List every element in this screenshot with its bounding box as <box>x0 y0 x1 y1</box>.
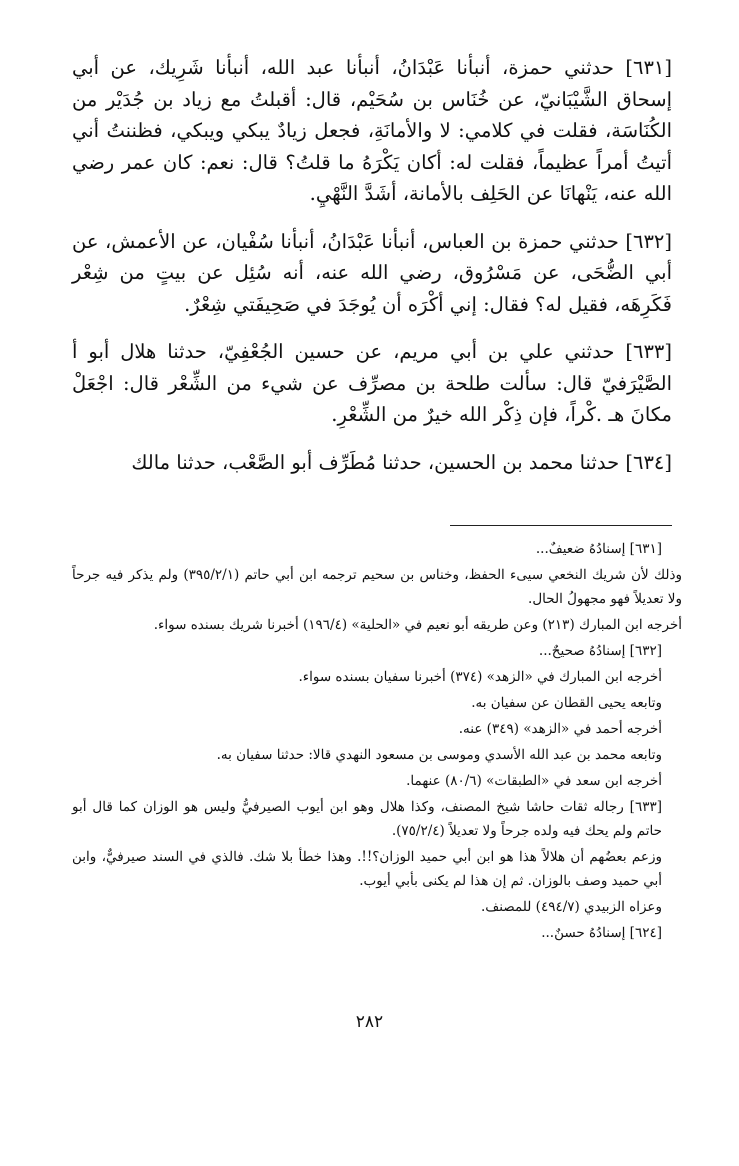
footnote-line: [٦٣٢] إسنادُهُ صحيحٌ... <box>538 643 662 659</box>
footnote-line: أخرجه ابن سعد في «الطبقات» (٨٠/٦) عنهما. <box>406 773 662 789</box>
footnote-line: وعزاه الزبيدي (٤٩٤/٧) للمصنف. <box>480 899 662 915</box>
hadith-632: [٦٣٢] حدثني حمزة بن العباس، أنبأنا عَبْدَانُ، أنبأنا سُفْيان، عن الأعمش، عن أبي الضُّحَى، عن مَسْرُوق، رضي الله عنه، أنه سُئِل عن بيتٍ من شِعْر فَكَرِهَه، فقيل له؟ فقال: إني أكْرَه أن يُوجَدَ في صَحِيفَتي شِعْرٌ. <box>72 229 672 316</box>
hadith-631: [٦٣١] حدثني حمزة، أنبأنا عَبْدَانُ، أنبأنا عبد الله، أنبأنا شَرِيك، عن أبي إسحاق الشَّيْبَانيّ، عن خُنَاس بن سُحَيْم، قال: أقبلتُ مع زياد بن جُدَيْر من الكُنَاسَة، فقلت في كلامي: لا والأمانَةِ، فجعل زيادٌ يبكي ويبكي، فظننتُ أني أتيتُ أمراً عظيماً، فقلت له: أكان يَكْرَهُ ما قلتُ؟ قال: نعم: كان عمر رضي الله عنه، يَنْهانَا عن الحَلِف بالأمانة، أشَدَّ النَّهْيِ. <box>72 56 672 205</box>
footnote-line: وتابعه محمد بن عبد الله الأسدي وموسى بن مسعود النهدي قالا: حدثنا سفيان به. <box>216 747 662 763</box>
footnote-line: [٦٢٤] إسنادُهُ حسنٌ... <box>541 925 662 941</box>
footnotes <box>72 537 682 947</box>
footnote-line: أخرجه أحمد في «الزهد» (٣٤٩) عنه. <box>458 721 662 737</box>
footnote-line: [٦٣٣] رجاله ثقات حاشا شيخ المصنف، وكذا هلال وهو ابن أيوب الصيرفيُّ وليس هو الوزان كما قال أبو حاتم ولم يحك فيه ولده جرحاً ولا تعديلاً (٧٥/٢/٤). <box>72 799 662 839</box>
footnote-line: أخرجه ابن المبارك في «الزهد» (٣٧٤) أخبرنا سفيان بسنده سواء. <box>298 669 662 685</box>
footnote-line: أخرجه ابن المبارك (٢١٣) وعن طريقه أبو نعيم في «الحلية» (١٩٦/٤) أخبرنا شريك بسنده سواء. <box>153 617 682 633</box>
footnote-line: وزعم بعضُهم أن هلالاً هذا هو ابن أبي حميد الوزان؟!!. وهذا خطأ بلا شك. فالذي في السند صيرفيٌّ، وابن أبي حميد وصف بالوزان. ثم إن هذا لم يكنى بأبي أيوب. <box>72 849 662 889</box>
main-text <box>72 52 672 494</box>
footnote-line: [٦٣١] إسنادُهُ ضعيفٌ... <box>535 541 662 557</box>
page-number: ٢٨٢ <box>355 1012 384 1032</box>
footnote-line: وذلك لأن شريك النخعي سيىء الحفظ، وخناس بن سحيم ترجمه ابن أبي حاتم (٣٩٥/٢/١) ولم يذكر فيه جرحاً ولا تعديلاً فهو مجهولُ الحال. <box>72 567 682 607</box>
hadith-634: [٦٣٤] حدثنا محمد بن الحسين، حدثنا مُطَرِّف أبو الصَّعْب، حدثنا مالك <box>131 450 672 474</box>
footnote-line: وتابعه يحيى القطان عن سفيان به. <box>471 695 662 711</box>
hadith-633: [٦٣٣] حدثني علي بن أبي مريم، عن حسين الجُعْفِيّ، حدثنا هلال أبو أ الصَّيْرَفيّ قال: سألت طلحة بن مصرِّف عن شيء من الشِّعْر قال: اجْعَلْ مكانَ هـ .كْراً، فإن ذِكْر الله خيرٌ من الشِّعْرِ. <box>72 340 672 426</box>
footnote-divider <box>450 525 672 526</box>
